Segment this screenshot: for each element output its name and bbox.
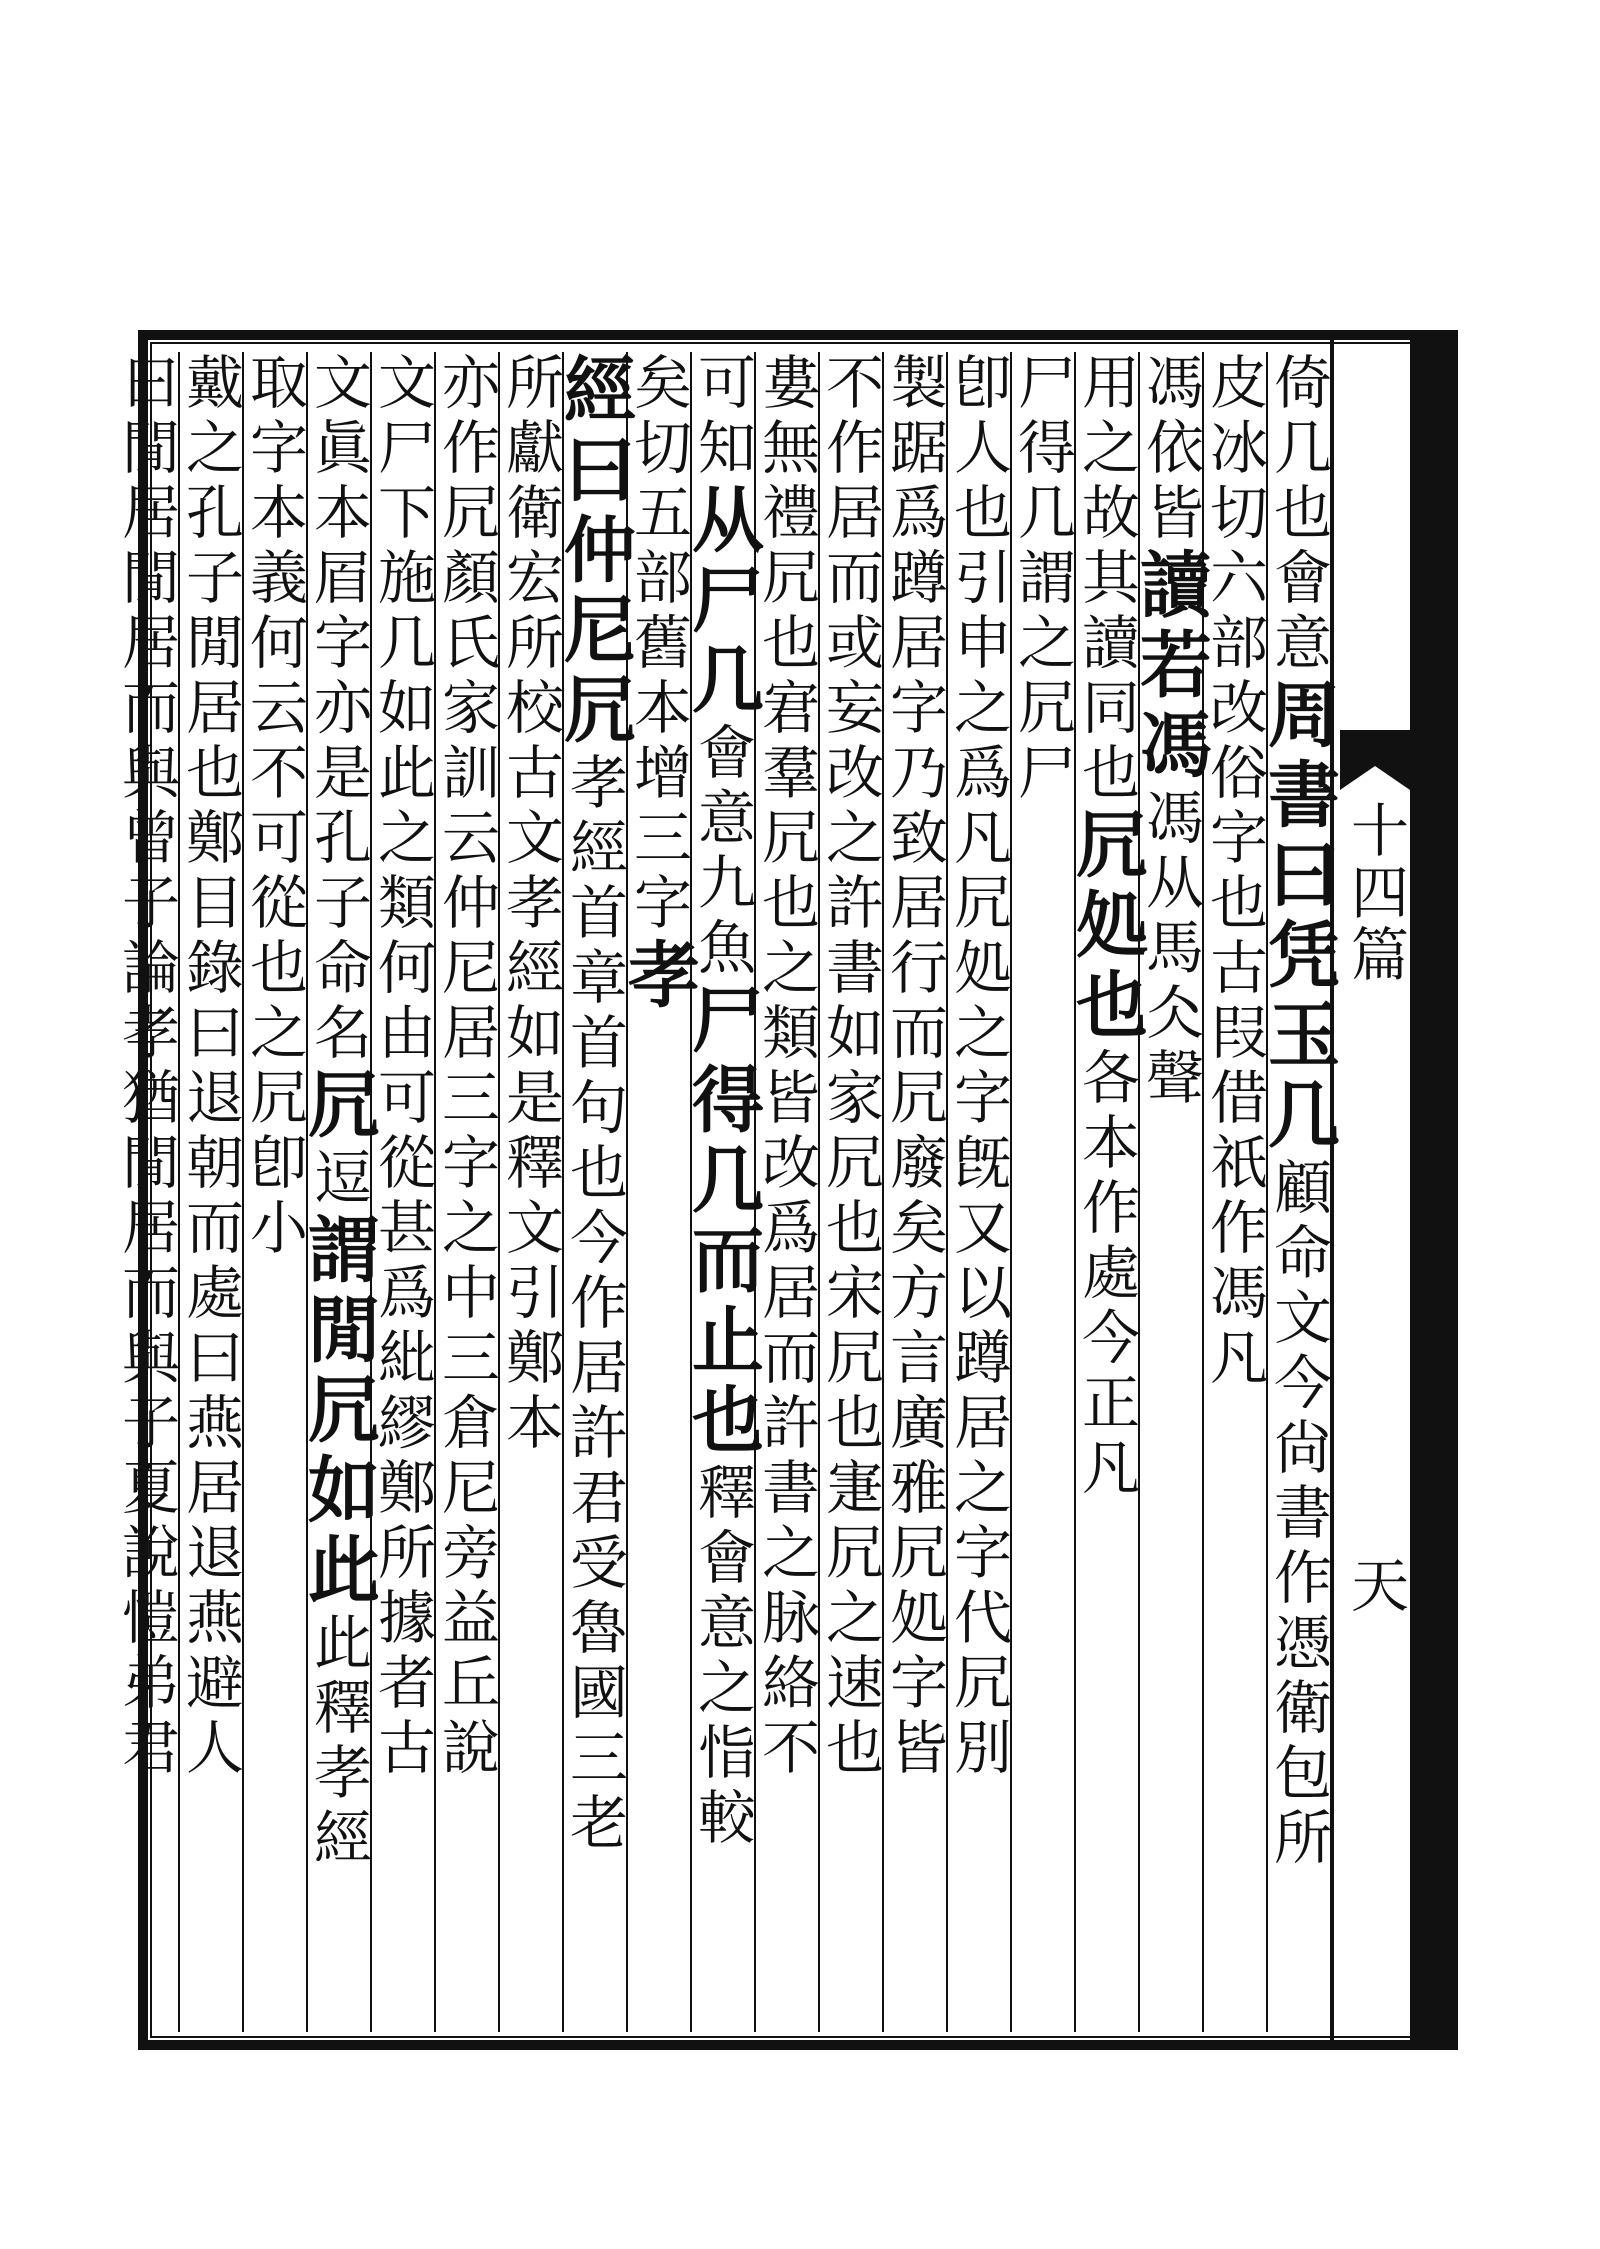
commentary-text-run: 取字本義何云不可從也	[240, 352, 308, 1002]
commentary-text-run: 倚几也會意	[1264, 352, 1332, 677]
text-column	[818, 352, 882, 2032]
main-text-run: 周書曰凭玉几	[1256, 677, 1341, 1157]
commentary-text-run: 故其讀同也	[1072, 482, 1140, 807]
commentary-text-run: 曰閒居閒居而與曾子論孝猶閒居而與子夏說愷弟君	[112, 352, 180, 1782]
commentary-text-run: 卽人也引申之爲凡凥処之字旣又以蹲居之字代凥別	[944, 352, 1012, 1782]
commentary-text-run: 戴之孔子閒居也鄭目錄曰退朝而處曰燕居退燕避人	[176, 352, 244, 1782]
main-text-run: 孝	[616, 937, 701, 1017]
commentary-text-run: 各本作處今正凡	[1072, 1047, 1140, 1502]
fold-page-marker: 天	[1341, 1555, 1409, 1617]
commentary-text-run: 製踞爲蹲居字乃致居行而凥廢矣方言廣雅凥処字皆	[880, 352, 948, 1782]
text-column	[882, 352, 946, 2032]
commentary-text-run: 文尸下施几如此之類何由可從甚爲紕繆鄭所據者古	[368, 352, 436, 1782]
commentary-text-run: 文眞本㞒字亦是孔子命名	[304, 352, 372, 1067]
main-text-run: 从尸几	[680, 482, 765, 722]
main-text-run: 凥処也	[1064, 807, 1149, 1047]
fold-chapter-title: 十四篇	[1341, 800, 1409, 986]
text-column	[946, 352, 1010, 2032]
text-column	[114, 352, 178, 2032]
commentary-text-run: 會意九魚	[688, 722, 756, 982]
main-text-run: 曰仲尼凥	[552, 432, 637, 752]
text-column	[680, 352, 765, 2032]
commentary-text-run: 所獻衛宏所校古文孝經如是釋文引鄭本	[496, 352, 564, 1457]
text-column	[242, 352, 306, 2032]
text-column	[370, 352, 434, 2032]
commentary-text-run: 用之	[1072, 352, 1140, 482]
commentary-text-run: 顧命文今尙書作憑衛包所	[1264, 1157, 1332, 1872]
commentary-text-run: 尸得几謂之凥尸	[1008, 352, 1076, 807]
text-column	[434, 352, 498, 2032]
text-column	[1010, 352, 1074, 2032]
commentary-text-run: 矣	[624, 352, 692, 417]
fold-black-band	[1410, 340, 1448, 2040]
commentary-text-run: 此釋孝經	[304, 1612, 372, 1872]
main-text	[112, 352, 1341, 2032]
commentary-text-run: 之凥卽小	[240, 1002, 308, 1262]
commentary-text-run: 舊本增三字	[624, 612, 692, 937]
commentary-text-run: 釋會意之恉較	[688, 1462, 756, 1852]
commentary-text-run: 婁無禮凥也宭羣凥也之類皆改爲居而許書之脉絡不	[752, 352, 820, 1782]
commentary-text-run: 逗	[304, 1147, 372, 1212]
commentary-text-run: 改俗字也古叚借祇作馮凡	[1200, 677, 1268, 1392]
commentary-text-run: 切五部	[624, 417, 692, 612]
text-column	[296, 352, 381, 2032]
main-text-run: 尸得几而止也	[680, 982, 765, 1462]
text-column	[754, 352, 818, 2032]
commentary-text-run: 孝經首章首句也今作居許君受魯國三老	[560, 752, 628, 1857]
text-column	[1202, 352, 1266, 2032]
commentary-text-run: 馮依皆	[1136, 352, 1204, 547]
commentary-text-run: 亦作凥顏氏家訓云仲尼居三字之中三倉尼旁益丘說	[432, 352, 500, 1782]
commentary-text-run: 可知	[688, 352, 756, 482]
text-column	[178, 352, 242, 2032]
commentary-text-run: 皮冰切六部	[1200, 352, 1268, 677]
main-text-run: 經	[552, 352, 637, 432]
text-column	[1256, 352, 1341, 2032]
commentary-text-run: 不作居而或妄改之許書如家凥也宋凥也寁凥之速也	[816, 352, 884, 1782]
text-column	[1128, 352, 1213, 2032]
main-text-run: 凥	[296, 1067, 381, 1147]
text-column	[552, 352, 637, 2032]
commentary-text-run: 馮从馬仌聲	[1136, 787, 1204, 1112]
main-text-run: 謂閒凥如此	[296, 1212, 381, 1612]
main-text-run: 讀若馮	[1128, 547, 1213, 787]
